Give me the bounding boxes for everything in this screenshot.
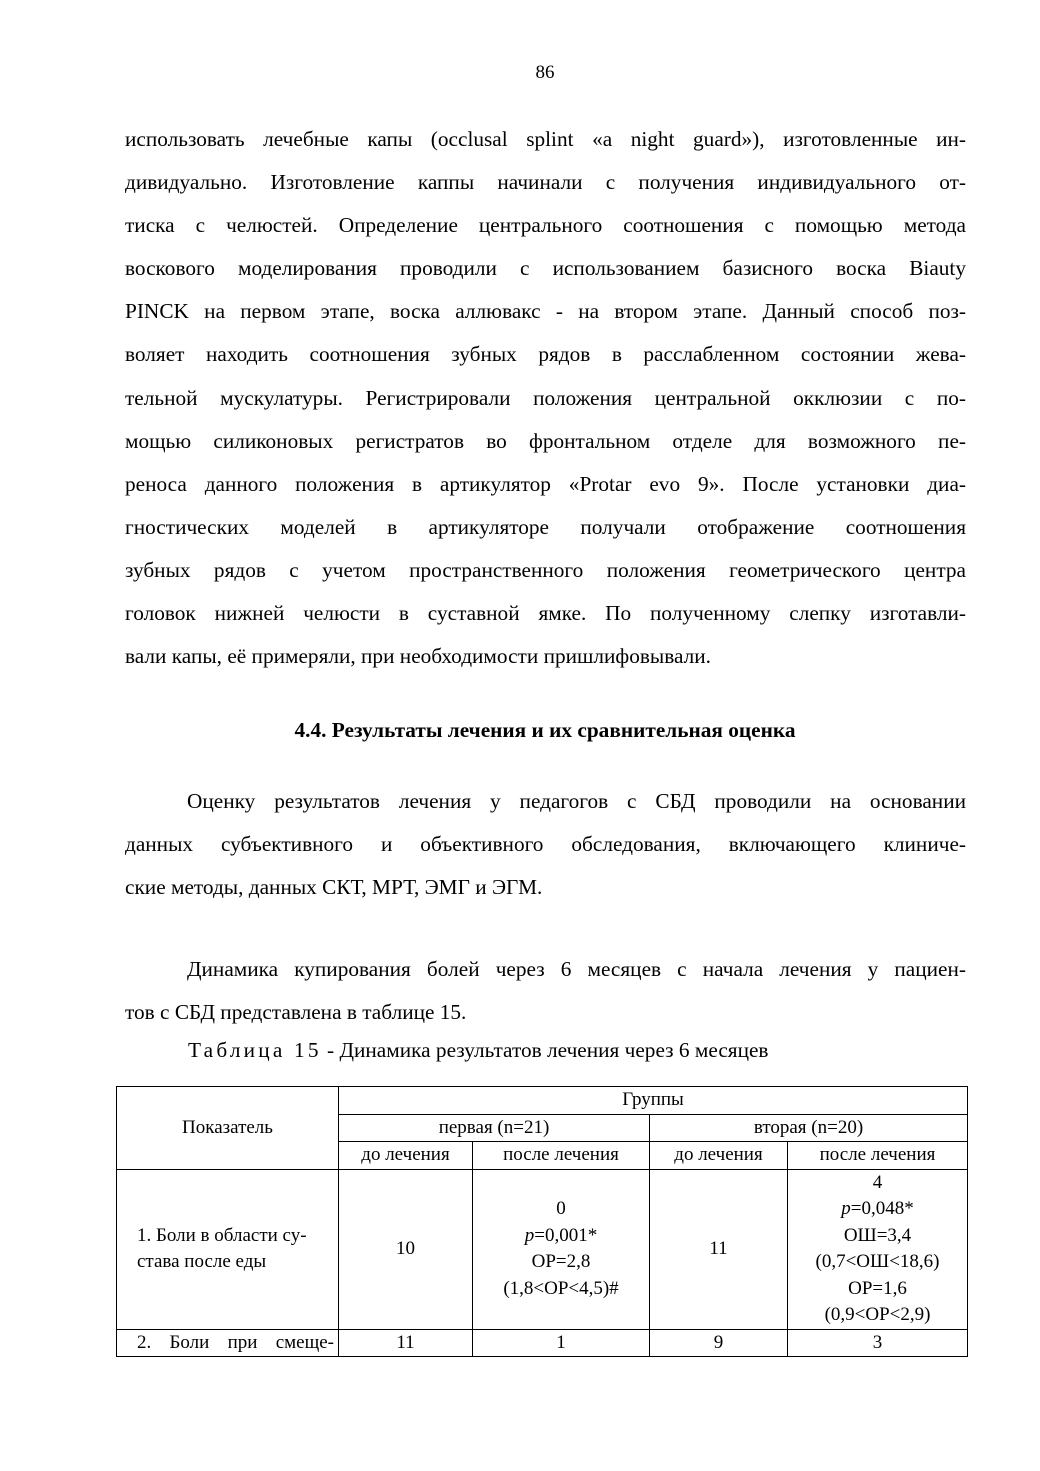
table-row (117, 1329, 968, 1357)
row-indicator: 1. Боли в области су- става после еды (117, 1169, 339, 1329)
cell-g1-before: 10 (339, 1169, 473, 1329)
p-value (477, 1223, 645, 1250)
text-line: данных субъективного и объективного обследования, включающего клиниче- (125, 832, 966, 857)
text-line: использовать лечебные капы (occlusal splint «a night guard»), изготовленные ин- (125, 127, 966, 151)
cell-g1-before: 11 (339, 1329, 473, 1357)
p-number: =0,048* (850, 1198, 914, 1219)
results-table (116, 1086, 968, 1357)
table-header-row (117, 1087, 968, 1115)
stat-line: ОР=2,8 (531, 1251, 591, 1272)
table-caption (188, 1038, 769, 1063)
page-number: 86 (535, 62, 555, 83)
text-line: реноса данного положения в артикулятор «Protar evo 9». После установки диа- (125, 471, 966, 496)
cell-g2-before: 11 (650, 1169, 788, 1329)
paragraph-1 (125, 118, 966, 678)
header-after: после лечения (788, 1142, 968, 1170)
paragraph-3 (125, 948, 966, 1034)
cell-g2-after: 3 (788, 1329, 968, 1357)
text-line: воскового моделирования проводили с использованием базисного воска Biauty (125, 256, 966, 281)
stat-line: (0,9<ОР<2,9) (824, 1304, 931, 1325)
row-indicator: 2. Боли при смеще- (117, 1329, 339, 1357)
stat-line: (1,8<ОР<4,5)# (503, 1277, 619, 1299)
p-number: =0,001* (534, 1224, 598, 1246)
header-group-2: вторая (n=20) (650, 1114, 968, 1142)
text-line: мощью силиконовых регистратов во фронтальном отделе для возможного пе- (125, 428, 966, 453)
table-caption-text: - Динамика результатов лечения через 6 месяцев (321, 1038, 769, 1062)
text-line: Динамика купирования болей через 6 месяцев с начала лечения у пациен- (187, 957, 966, 981)
text-line: дивидуально. Изготовление каппы начинали с получения индивидуального от- (125, 170, 966, 195)
p-value (792, 1196, 963, 1223)
header-after: после лечения (473, 1142, 650, 1170)
text-line: PINCK на первом этапе, воска аллювакс - на втором этапе. Данный способ поз- (125, 299, 966, 324)
text-line: воляет находить соотношения зубных рядов в расслабленном состоянии жева- (125, 342, 966, 367)
text-line: тиска с челюстей. Определение центрального соотношения с помощью метода (125, 213, 966, 238)
header-indicator: Показатель (117, 1087, 339, 1170)
text-line: зубных рядов с учетом пространственного положения геометрического центра (125, 557, 966, 582)
paragraph-2 (125, 780, 966, 909)
header-before: до лечения (650, 1142, 788, 1170)
text-line: тельной мускулатуры. Регистрировали положения центральной окклюзии с по- (125, 385, 966, 410)
cell-g2-before: 9 (650, 1329, 788, 1357)
cell-g1-after: 1 (473, 1329, 650, 1357)
text-line: ские методы, данных СКТ, МРТ, ЭМГ и ЭГМ. (125, 875, 543, 900)
p-label: p (841, 1198, 851, 1219)
text-line: вали капы, её примеряли, при необходимости пришлифовывали. (125, 644, 712, 669)
cell-value: 0 (556, 1198, 566, 1219)
text-line: Оценку результатов лечения у педагогов с СБД проводили на основании (187, 789, 966, 813)
cell-g1-after (473, 1169, 650, 1329)
text-line: тов с СБД представлена в таблице 15. (125, 1000, 467, 1025)
stat-line: (0,7<ОШ<18,6) (815, 1251, 940, 1272)
stat-line: ОР=1,6 (848, 1277, 907, 1299)
text-line: головок нижней челюсти в суставной ямке. По полученному слепку изготавли- (125, 601, 966, 626)
header-before: до лечения (339, 1142, 473, 1170)
table-row (117, 1169, 968, 1329)
header-groups: Группы (339, 1087, 968, 1115)
text-line: гностических моделей в артикуляторе получали отображение соотношения (125, 514, 966, 539)
table-caption-label: Таблица 15 (188, 1038, 322, 1062)
cell-g2-after (788, 1169, 968, 1329)
p-label: p (524, 1224, 535, 1246)
section-title: 4.4. Результаты лечения и их сравнительная оценка (294, 718, 796, 742)
header-group-1: первая (n=21) (339, 1114, 650, 1142)
stat-line: ОШ=3,4 (843, 1224, 912, 1246)
cell-value: 4 (872, 1171, 883, 1193)
